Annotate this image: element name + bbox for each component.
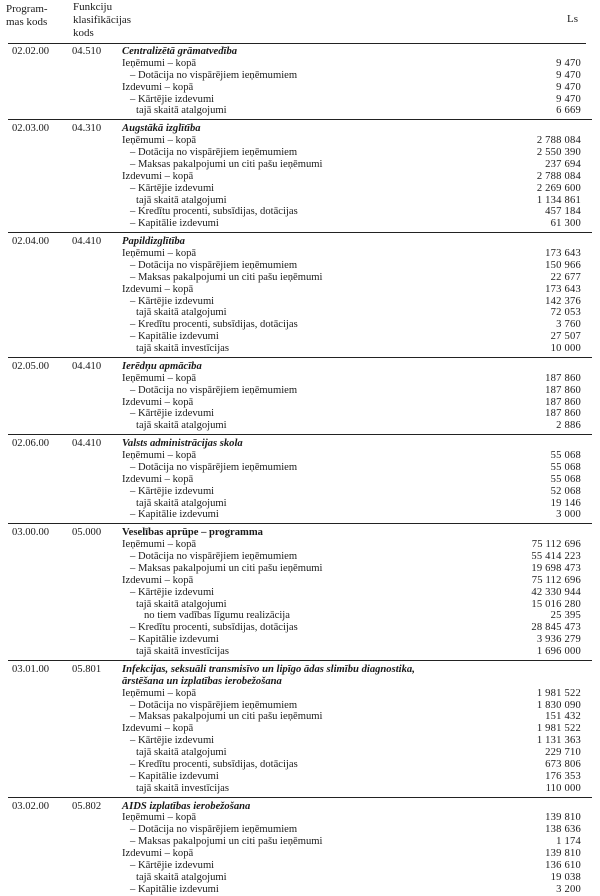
line-item-label: – Dotācija no vispārējiem ieņēmumiem (130, 384, 298, 396)
line-item-amount: 457 184 (545, 206, 581, 218)
line-item-label: tajā skaitā atalgojumi (136, 497, 227, 509)
line-item-amount: 187 860 (545, 408, 581, 420)
line-item-amount: 9 470 (556, 81, 581, 93)
line-item-amount: 150 966 (545, 259, 581, 271)
line-item (0, 824, 600, 836)
line-item-label: tajā skaitā atalgojumi (136, 307, 227, 319)
line-item-label: Izdevumi – kopā (122, 574, 194, 586)
line-item-label: – Kapitālie izdevumi (130, 634, 219, 646)
line-item-amount: 55 414 223 (531, 551, 581, 562)
line-item-label: Izdevumi – kopā (122, 396, 194, 408)
line-item-label: – Dotācija no vispārējiem ieņēmumiem (130, 259, 298, 271)
section-title-row (0, 46, 600, 58)
line-item-label: – Maksas pakalpojumi un citi pašu ieņēmumi (130, 158, 323, 170)
line-item-amount: 110 000 (545, 782, 581, 794)
line-item-amount: 22 677 (550, 271, 581, 283)
line-item-label: Ieņēmumi – kopā (122, 450, 197, 461)
line-item (0, 385, 600, 397)
line-item-amount: 1 830 090 (536, 699, 581, 711)
line-item-amount: 139 810 (545, 812, 581, 824)
line-item (0, 183, 600, 195)
program-code: 03.02.00 (12, 800, 50, 812)
line-item-label: – Kapitālie izdevumi (130, 331, 219, 343)
line-item-amount: 55 068 (550, 461, 581, 473)
line-item (0, 474, 600, 486)
line-item (0, 563, 600, 575)
program-section (0, 527, 600, 658)
line-item (0, 195, 600, 207)
function-code: 05.801 (72, 663, 102, 675)
line-item (0, 206, 600, 218)
line-item (0, 58, 600, 70)
line-item-label: tajā skaitā atalgojumi (136, 420, 227, 432)
line-item-amount: 136 610 (545, 859, 581, 871)
function-code: 04.410 (72, 360, 102, 372)
section-title: Papildizglītība (122, 236, 185, 248)
line-item-amount: 42 330 944 (531, 586, 581, 598)
line-item-amount: 6 669 (556, 105, 581, 117)
line-item (0, 575, 600, 587)
section-title-row (0, 438, 600, 450)
line-item (0, 812, 600, 824)
line-item (0, 735, 600, 747)
line-item-label: – Maksas pakalpojumi un citi pašu ieņēmumi (130, 271, 323, 283)
line-item (0, 135, 600, 147)
line-item-amount: 138 636 (545, 824, 581, 836)
line-item-label: – Kārtējie izdevumi (130, 182, 215, 194)
line-item-amount: 173 643 (545, 248, 581, 259)
budget-table (0, 46, 600, 896)
line-item-label: – Kredītu procenti, subsīdijas, dotācijas (130, 206, 298, 218)
line-item-label: – Kredītu procenti, subsīdijas, dotācijas (130, 319, 298, 331)
line-item (0, 319, 600, 331)
line-item-label: – Kārtējie izdevumi (130, 295, 215, 307)
line-item-label: Ieņēmumi – kopā (122, 687, 197, 699)
line-item-label: – Dotācija no vispārējiem ieņēmumiem (130, 147, 298, 158)
program-section (0, 664, 600, 795)
line-item (0, 70, 600, 82)
function-code: 04.510 (72, 46, 102, 57)
section-divider (8, 434, 592, 435)
line-item-amount: 142 376 (545, 295, 581, 307)
function-code: 04.310 (72, 123, 102, 135)
line-item (0, 759, 600, 771)
function-code: 05.802 (72, 800, 102, 812)
line-item-label: Izdevumi – kopā (122, 473, 194, 485)
line-item-amount: 25 395 (550, 610, 581, 622)
line-item (0, 872, 600, 884)
line-item (0, 218, 600, 230)
line-item (0, 860, 600, 872)
section-title: AIDS izplatības ierobežošana (122, 800, 251, 812)
line-item-label: – Maksas pakalpojumi un citi pašu ieņēmumi (130, 562, 323, 574)
line-item-label: – Kredītu procenti, subsīdijas, dotācijas (130, 758, 298, 770)
line-item (0, 539, 600, 551)
line-item-amount: 3 000 (556, 509, 581, 521)
line-item-amount: 10 000 (550, 343, 581, 354)
line-item (0, 284, 600, 296)
function-code: 04.410 (72, 236, 102, 248)
line-item (0, 296, 600, 308)
line-item (0, 587, 600, 599)
line-item-amount: 2 886 (556, 420, 581, 432)
line-item-amount: 3 936 279 (536, 634, 581, 646)
line-item-amount: 1 696 000 (536, 646, 581, 657)
line-item-amount: 2 788 084 (536, 135, 581, 147)
line-item-amount: 187 860 (545, 396, 581, 408)
line-item (0, 450, 600, 462)
line-item-amount: 9 470 (556, 93, 581, 105)
line-item (0, 397, 600, 409)
line-item-amount: 237 694 (545, 158, 581, 170)
currency-unit-label: Ls (567, 13, 578, 25)
line-item-label: – Dotācija no vispārējiem ieņēmumiem (130, 551, 298, 562)
line-item-label: – Dotācija no vispārējiem ieņēmumiem (130, 461, 298, 473)
section-title-row (0, 527, 600, 539)
section-title: Centralizētā grāmatvedība (122, 46, 238, 57)
line-item-amount: 19 038 (550, 871, 581, 883)
program-section (0, 438, 600, 521)
line-item-label: Ieņēmumi – kopā (122, 372, 197, 384)
line-item-amount: 139 810 (545, 848, 581, 859)
section-divider (8, 523, 592, 524)
line-item-amount: 2 550 390 (536, 147, 581, 158)
line-item (0, 634, 600, 646)
line-item-amount: 151 432 (545, 711, 581, 723)
line-item (0, 848, 600, 860)
line-item-amount: 15 016 280 (531, 598, 581, 610)
line-item (0, 622, 600, 634)
program-code: 02.05.00 (12, 360, 50, 372)
line-item (0, 486, 600, 498)
section-divider (8, 797, 592, 798)
line-item-label: Ieņēmumi – kopā (122, 812, 197, 824)
table-header (0, 0, 600, 44)
line-item (0, 307, 600, 319)
line-item-amount: 1 131 363 (536, 735, 581, 747)
line-item-label: – Kapitālie izdevumi (130, 883, 219, 895)
function-code: 05.000 (72, 527, 102, 539)
line-item-amount: 173 643 (545, 283, 581, 295)
line-item-amount: 27 507 (550, 331, 581, 343)
section-divider (8, 232, 592, 233)
line-item (0, 747, 600, 759)
line-item (0, 147, 600, 159)
program-section (0, 236, 600, 355)
line-item (0, 373, 600, 385)
line-item-label: Izdevumi – kopā (122, 848, 194, 859)
line-item (0, 711, 600, 723)
line-item-label: tajā skaitā atalgojumi (136, 105, 227, 117)
line-item-amount: 229 710 (545, 747, 581, 758)
line-item-label: – Kārtējie izdevumi (130, 93, 215, 105)
line-item-label: tajā skaitā atalgojumi (136, 194, 227, 206)
line-item-amount: 2 269 600 (536, 182, 581, 194)
line-item-label: – Kārtējie izdevumi (130, 485, 215, 497)
line-item-label: tajā skaitā investīcijas (136, 343, 229, 354)
line-item-label: tajā skaitā atalgojumi (136, 871, 227, 883)
line-item-amount: 9 470 (556, 69, 581, 81)
line-item (0, 771, 600, 783)
section-title: Veselības aprūpe – programma (122, 527, 263, 539)
line-item-label: – Dotācija no vispārējiem ieņēmumiem (130, 699, 298, 711)
line-item-label: Izdevumi – kopā (122, 81, 194, 93)
program-section (0, 801, 600, 896)
line-item-label: – Maksas pakalpojumi un citi pašu ieņēmumi (130, 711, 323, 723)
line-item-label: – Dotācija no vispārējiem ieņēmumiem (130, 824, 298, 836)
line-item-amount: 19 698 473 (531, 562, 581, 574)
line-item (0, 105, 600, 117)
line-item-label: no tiem vadības līgumu realizācija (144, 610, 290, 622)
line-item-amount: 75 112 696 (531, 574, 581, 586)
line-item-label: – Kārtējie izdevumi (130, 408, 215, 420)
line-item-amount: 55 068 (550, 473, 581, 485)
line-item-label: – Kredītu procenti, subsīdijas, dotācijas (130, 622, 298, 634)
line-item-label: – Kārtējie izdevumi (130, 735, 215, 747)
section-title: Augstākā izglītība (122, 123, 201, 135)
line-item (0, 509, 600, 521)
line-item-label: tajā skaitā investīcijas (136, 782, 229, 794)
header-divider (8, 43, 586, 44)
program-section (0, 123, 600, 230)
line-item (0, 688, 600, 700)
section-title: Ierēdņu apmācība (122, 360, 202, 372)
line-item-amount: 3 760 (556, 319, 581, 331)
section-title-row (0, 236, 600, 248)
line-item-amount: 28 845 473 (531, 622, 581, 634)
section-title: Infekcijas, seksuāli transmisīvo un lipīgo ādas slimību diagnostika, ārstēšana un izplatības ierobežošana (122, 663, 415, 687)
program-code: 02.02.00 (12, 46, 50, 57)
section-title-row (0, 361, 600, 373)
line-item-amount: 19 146 (550, 497, 581, 509)
line-item (0, 331, 600, 343)
line-item (0, 836, 600, 848)
line-item-amount: 2 788 084 (536, 170, 581, 182)
section-title: Valsts administrācijas skola (122, 438, 243, 450)
line-item (0, 343, 600, 355)
line-item-label: – Dotācija no vispārējiem ieņēmumiem (130, 69, 298, 81)
line-item-label: Izdevumi – kopā (122, 170, 194, 182)
section-title-row (0, 664, 600, 688)
line-item-amount: 187 860 (545, 372, 581, 384)
line-item-amount: 673 806 (545, 758, 581, 770)
function-code: 04.410 (72, 438, 102, 450)
program-code-column-header: Program- mas kods (6, 3, 48, 28)
line-item-amount: 1 981 522 (536, 723, 581, 735)
line-item-amount: 3 200 (556, 883, 581, 895)
line-item (0, 248, 600, 260)
line-item (0, 646, 600, 658)
line-item-amount: 1 981 522 (536, 687, 581, 699)
line-item (0, 551, 600, 563)
program-code: 02.03.00 (12, 123, 50, 135)
line-item-label: Ieņēmumi – kopā (122, 57, 197, 69)
line-item (0, 462, 600, 474)
section-divider (8, 119, 592, 120)
section-divider (8, 660, 592, 661)
program-code: 02.04.00 (12, 236, 50, 248)
line-item-label: – Kapitālie izdevumi (130, 509, 219, 521)
line-item (0, 159, 600, 171)
line-item (0, 408, 600, 420)
line-item (0, 82, 600, 94)
line-item (0, 260, 600, 272)
line-item-amount: 75 112 696 (531, 539, 581, 551)
line-item-label: tajā skaitā atalgojumi (136, 598, 227, 610)
line-item-amount: 176 353 (545, 770, 581, 782)
line-item-amount: 72 053 (550, 307, 581, 319)
line-item (0, 272, 600, 284)
line-item-label: – Maksas pakalpojumi un citi pašu ieņēmumi (130, 836, 323, 848)
line-item (0, 700, 600, 712)
line-item-label: – Kārtējie izdevumi (130, 586, 215, 598)
line-item-amount: 52 068 (550, 485, 581, 497)
line-item (0, 420, 600, 432)
section-divider (8, 357, 592, 358)
line-item-label: Ieņēmumi – kopā (122, 539, 197, 551)
line-item-amount: 61 300 (550, 218, 581, 230)
program-section (0, 46, 600, 117)
line-item (0, 94, 600, 106)
line-item-amount: 55 068 (550, 450, 581, 461)
program-code: 03.01.00 (12, 663, 50, 675)
line-item-label: tajā skaitā investīcijas (136, 646, 229, 657)
line-item (0, 783, 600, 795)
line-item-amount: 1 174 (556, 836, 581, 848)
section-title-row (0, 801, 600, 813)
line-item (0, 723, 600, 735)
line-item-amount: 1 134 861 (536, 194, 581, 206)
line-item (0, 171, 600, 183)
line-item (0, 599, 600, 611)
line-item-label: – Kapitālie izdevumi (130, 218, 219, 230)
section-title-row (0, 123, 600, 135)
line-item-label: – Kārtējie izdevumi (130, 859, 215, 871)
program-section (0, 361, 600, 432)
line-item-label: – Kapitālie izdevumi (130, 770, 219, 782)
line-item-label: Ieņēmumi – kopā (122, 248, 197, 259)
line-item (0, 884, 600, 896)
program-code: 02.06.00 (12, 438, 50, 450)
program-code: 03.00.00 (12, 527, 50, 539)
line-item-label: tajā skaitā atalgojumi (136, 747, 227, 758)
function-code-column-header: Funkciju klasifikācijas kods (73, 1, 132, 39)
line-item-label: Izdevumi – kopā (122, 283, 194, 295)
line-item-amount: 187 860 (545, 384, 581, 396)
line-item-amount: 9 470 (556, 57, 581, 69)
line-item-label: Izdevumi – kopā (122, 723, 194, 735)
line-item (0, 498, 600, 510)
line-item-label: Ieņēmumi – kopā (122, 135, 197, 147)
line-item (0, 610, 600, 622)
